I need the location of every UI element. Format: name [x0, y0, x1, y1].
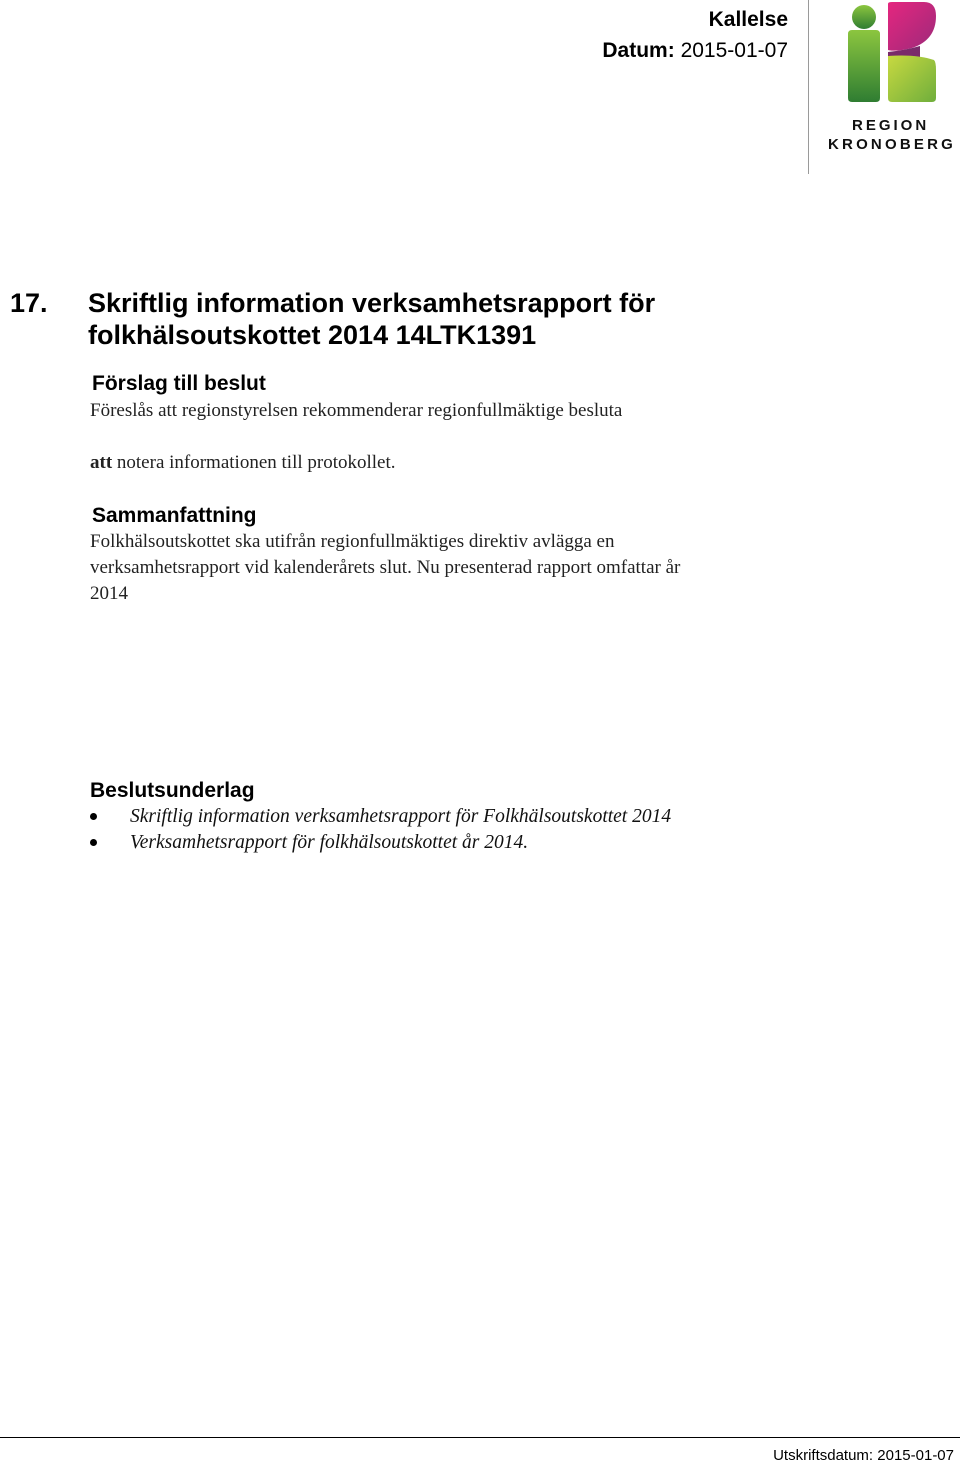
bullet-icon — [90, 813, 97, 820]
summary-line1: Folkhälsoutskottet ska utifrån regionfullmäktiges direktiv avlägga en — [90, 531, 615, 552]
document-type: Kallelse — [708, 8, 788, 31]
summary-line3: 2014 — [90, 583, 128, 604]
proposal-att — [90, 452, 396, 474]
list-item: Skriftlig information verksamhetsrapport för Folkhälsoutskottet 2014 — [90, 804, 671, 830]
item-title-line2: folkhälsoutskottet 2014 14LTK1391 — [88, 320, 537, 350]
basis-list — [90, 804, 671, 856]
att-word: att — [90, 452, 113, 473]
document-date — [602, 34, 788, 68]
proposal-heading: Förslag till beslut — [92, 372, 266, 395]
basis-heading: Beslutsunderlag — [90, 779, 255, 802]
logo-line1: REGION — [852, 117, 930, 134]
date-label: Datum: — [602, 39, 675, 62]
att-text: notera informationen till protokollet. — [112, 452, 396, 473]
print-date: Utskriftsdatum: 2015-01-07 — [773, 1447, 954, 1464]
logo-line2: KRONOBERG — [828, 136, 956, 153]
proposal-text: Föreslås att regionstyrelsen rekommenderar regionfullmäktige besluta — [90, 400, 623, 421]
header-divider — [808, 0, 809, 174]
item-number: 17. — [10, 288, 48, 318]
date-value: 2015-01-07 — [680, 39, 788, 62]
footer-divider — [0, 1437, 960, 1438]
item-title — [10, 287, 655, 351]
item-title-line1: Skriftlig information verksamhetsrapport för — [88, 288, 656, 318]
document-header — [602, 6, 788, 68]
summary-heading: Sammanfattning — [92, 504, 257, 527]
list-item: Verksamhetsrapport för folkhälsoutskottet år 2014. — [90, 830, 671, 856]
summary-line2: verksamhetsrapport vid kalenderårets slut. Nu presenterad rapport omfattar år — [90, 557, 681, 578]
bullet-icon — [90, 839, 97, 846]
